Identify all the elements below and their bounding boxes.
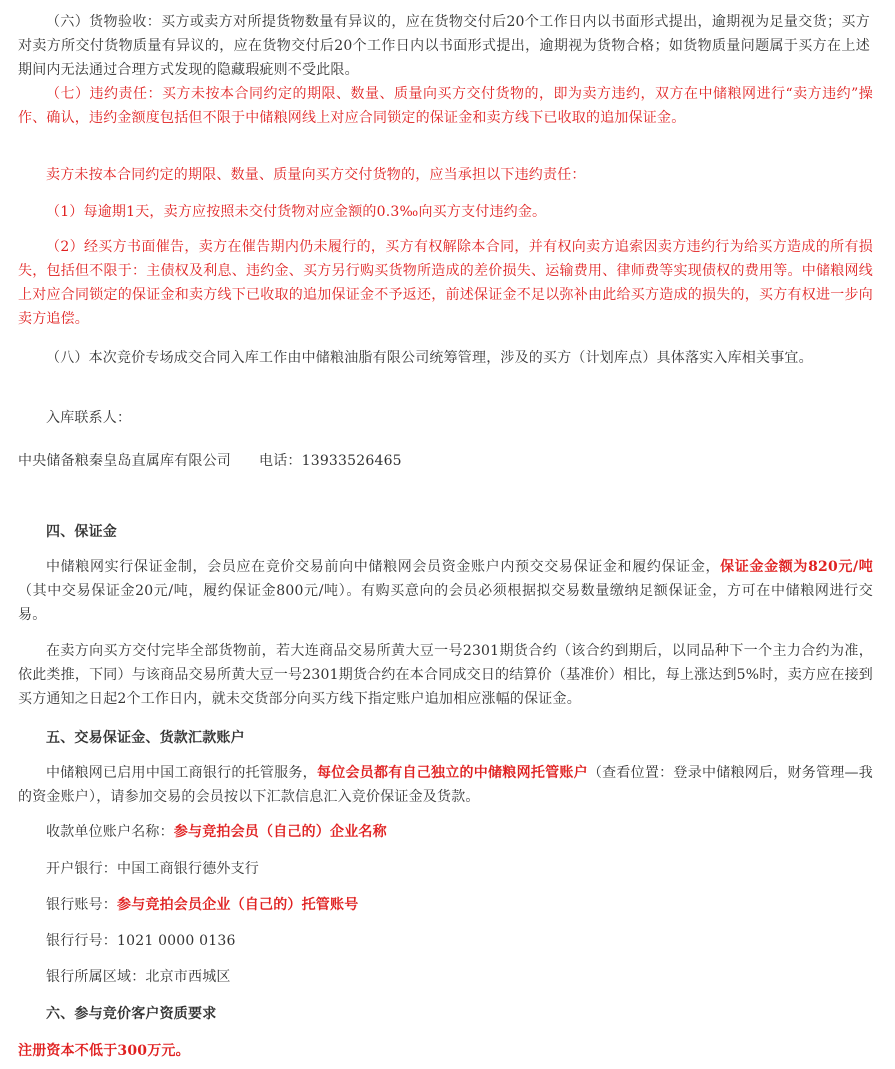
contact-phone: 电话：13933526465 bbox=[259, 453, 402, 469]
contact-label: 入库联系人： bbox=[46, 410, 132, 426]
contact-company: 中央储备粮秦皇岛直属库有限公司 bbox=[18, 453, 231, 469]
section-5-heading: 五、交易保证金、货款汇款账户 bbox=[46, 730, 245, 746]
deposit-paragraph-2: 在卖方向买方交付完毕全部货物前，若大连商品交易所黄大豆一号2301期货合约（该合约到期后，以同品种下一个主力合约为准，依此类推，下同）与该商品交易所黄大豆一号2301期货合约在本合同成交日的结算价（基准价）相比，每上涨达到5%时，卖方应在接到买方通知之日起2个工作日内，就未交货部分向买方线下指定账户追加相应涨幅的保证金。 bbox=[18, 643, 873, 707]
deposit-text-b: （其中交易保证金20元/吨，履约保证金800元/吨）。有购买意向的会员必须根据拟交易数量缴纳足额保证金，方可在中储粮网进行交易。 bbox=[18, 583, 873, 623]
account-paragraph bbox=[18, 761, 873, 809]
qualification-requirement: 注册资本不低于300万元。 bbox=[18, 1043, 190, 1059]
clause-6-inspection: （六）货物验收：买方或卖方对所提货物数量有异议的，应在货物交付后20个工作日内以书面形式提出，逾期视为足量交货；买方对卖方所交付货物质量有异议的，应在货物交付后20个工作日内以书面形式提出，逾期视为货物合格；如货物质量问题属于买方在上述期间内无法通过合理方式发现的隐藏瑕疵则不受此限。 bbox=[18, 14, 870, 78]
bank-line: 开户银行：中国工商银行德外支行 bbox=[46, 861, 259, 877]
deposit-amount: 保证金金额为820元/吨 bbox=[720, 559, 873, 575]
account-number-label: 银行账号： bbox=[46, 897, 117, 913]
payee-label: 收款单位账户名称： bbox=[46, 824, 174, 840]
deposit-text-a: 中储粮网实行保证金制，会员应在竞价交易前向中储粮网会员资金账户内预交交易保证金和履约保证金， bbox=[46, 559, 721, 575]
clause-8-warehousing: （八）本次竞价专场成交合同入库工作由中储粮油脂有限公司统筹管理，涉及的买方（计划库点）具体落实入库相关事宜。 bbox=[46, 350, 813, 366]
clause-7-breach: （七）违约责任：买方未按本合同约定的期限、数量、质量向买方交付货物的，即为卖方违约，双方在中储粮网进行“卖方违约”操作、确认，违约金额度包括但不限于中储粮网线上对应合同锁定的保证金和卖方线下已收取的追加保证金。 bbox=[18, 86, 873, 126]
deposit-paragraph-1 bbox=[18, 555, 873, 627]
clause-7-item-2: （2）经买方书面催告，卖方在催告期内仍未履行的，买方有权解除本合同，并有权向卖方追索因卖方违约行为给买方造成的所有损失，包括但不限于：主债权及利息、违约金、买方另行购买货物所造成的差价损失、运输费用、律师费等实现债权的费用等。中储粮网线上对应合同锁定的保证金和卖方线下已收取的追加保证金不予返还，前述保证金不足以弥补由此给买方造成的损失的，买方有权进一步向卖方追偿。 bbox=[18, 239, 873, 327]
clause-7-item-1: （1）每逾期1天，卖方应按照未交付货物对应金额的0.3‰向买方支付违约金。 bbox=[46, 204, 547, 220]
bank-code-line: 银行行号：1021 0000 0136 bbox=[46, 933, 236, 949]
account-number-line bbox=[18, 893, 873, 917]
payee-line bbox=[18, 820, 873, 844]
section-6-heading: 六、参与竞价客户资质要求 bbox=[46, 1006, 217, 1022]
clause-7-intro: 卖方未按本合同约定的期限、数量、质量向买方交付货物的，应当承担以下违约责任： bbox=[46, 167, 586, 183]
account-text-b: （查看位置：登录中储粮网后，财务管理—我的资金账户），请参加交易的会员按以下汇款信息汇入竞价保证金及货款。 bbox=[18, 765, 873, 805]
section-4-heading: 四、保证金 bbox=[46, 524, 117, 540]
bank-region-line: 银行所属区域：北京市西城区 bbox=[46, 969, 231, 985]
custody-account-note: 每位会员都有自己独立的中储粮网托管账户 bbox=[316, 765, 588, 781]
contact-line bbox=[18, 449, 873, 473]
payee-value: 参与竞拍会员（自己的）企业名称 bbox=[173, 824, 387, 840]
account-number-value: 参与竞拍会员企业（自己的）托管账号 bbox=[117, 897, 359, 913]
account-text-a: 中储粮网已启用中国工商银行的托管服务， bbox=[46, 765, 317, 781]
